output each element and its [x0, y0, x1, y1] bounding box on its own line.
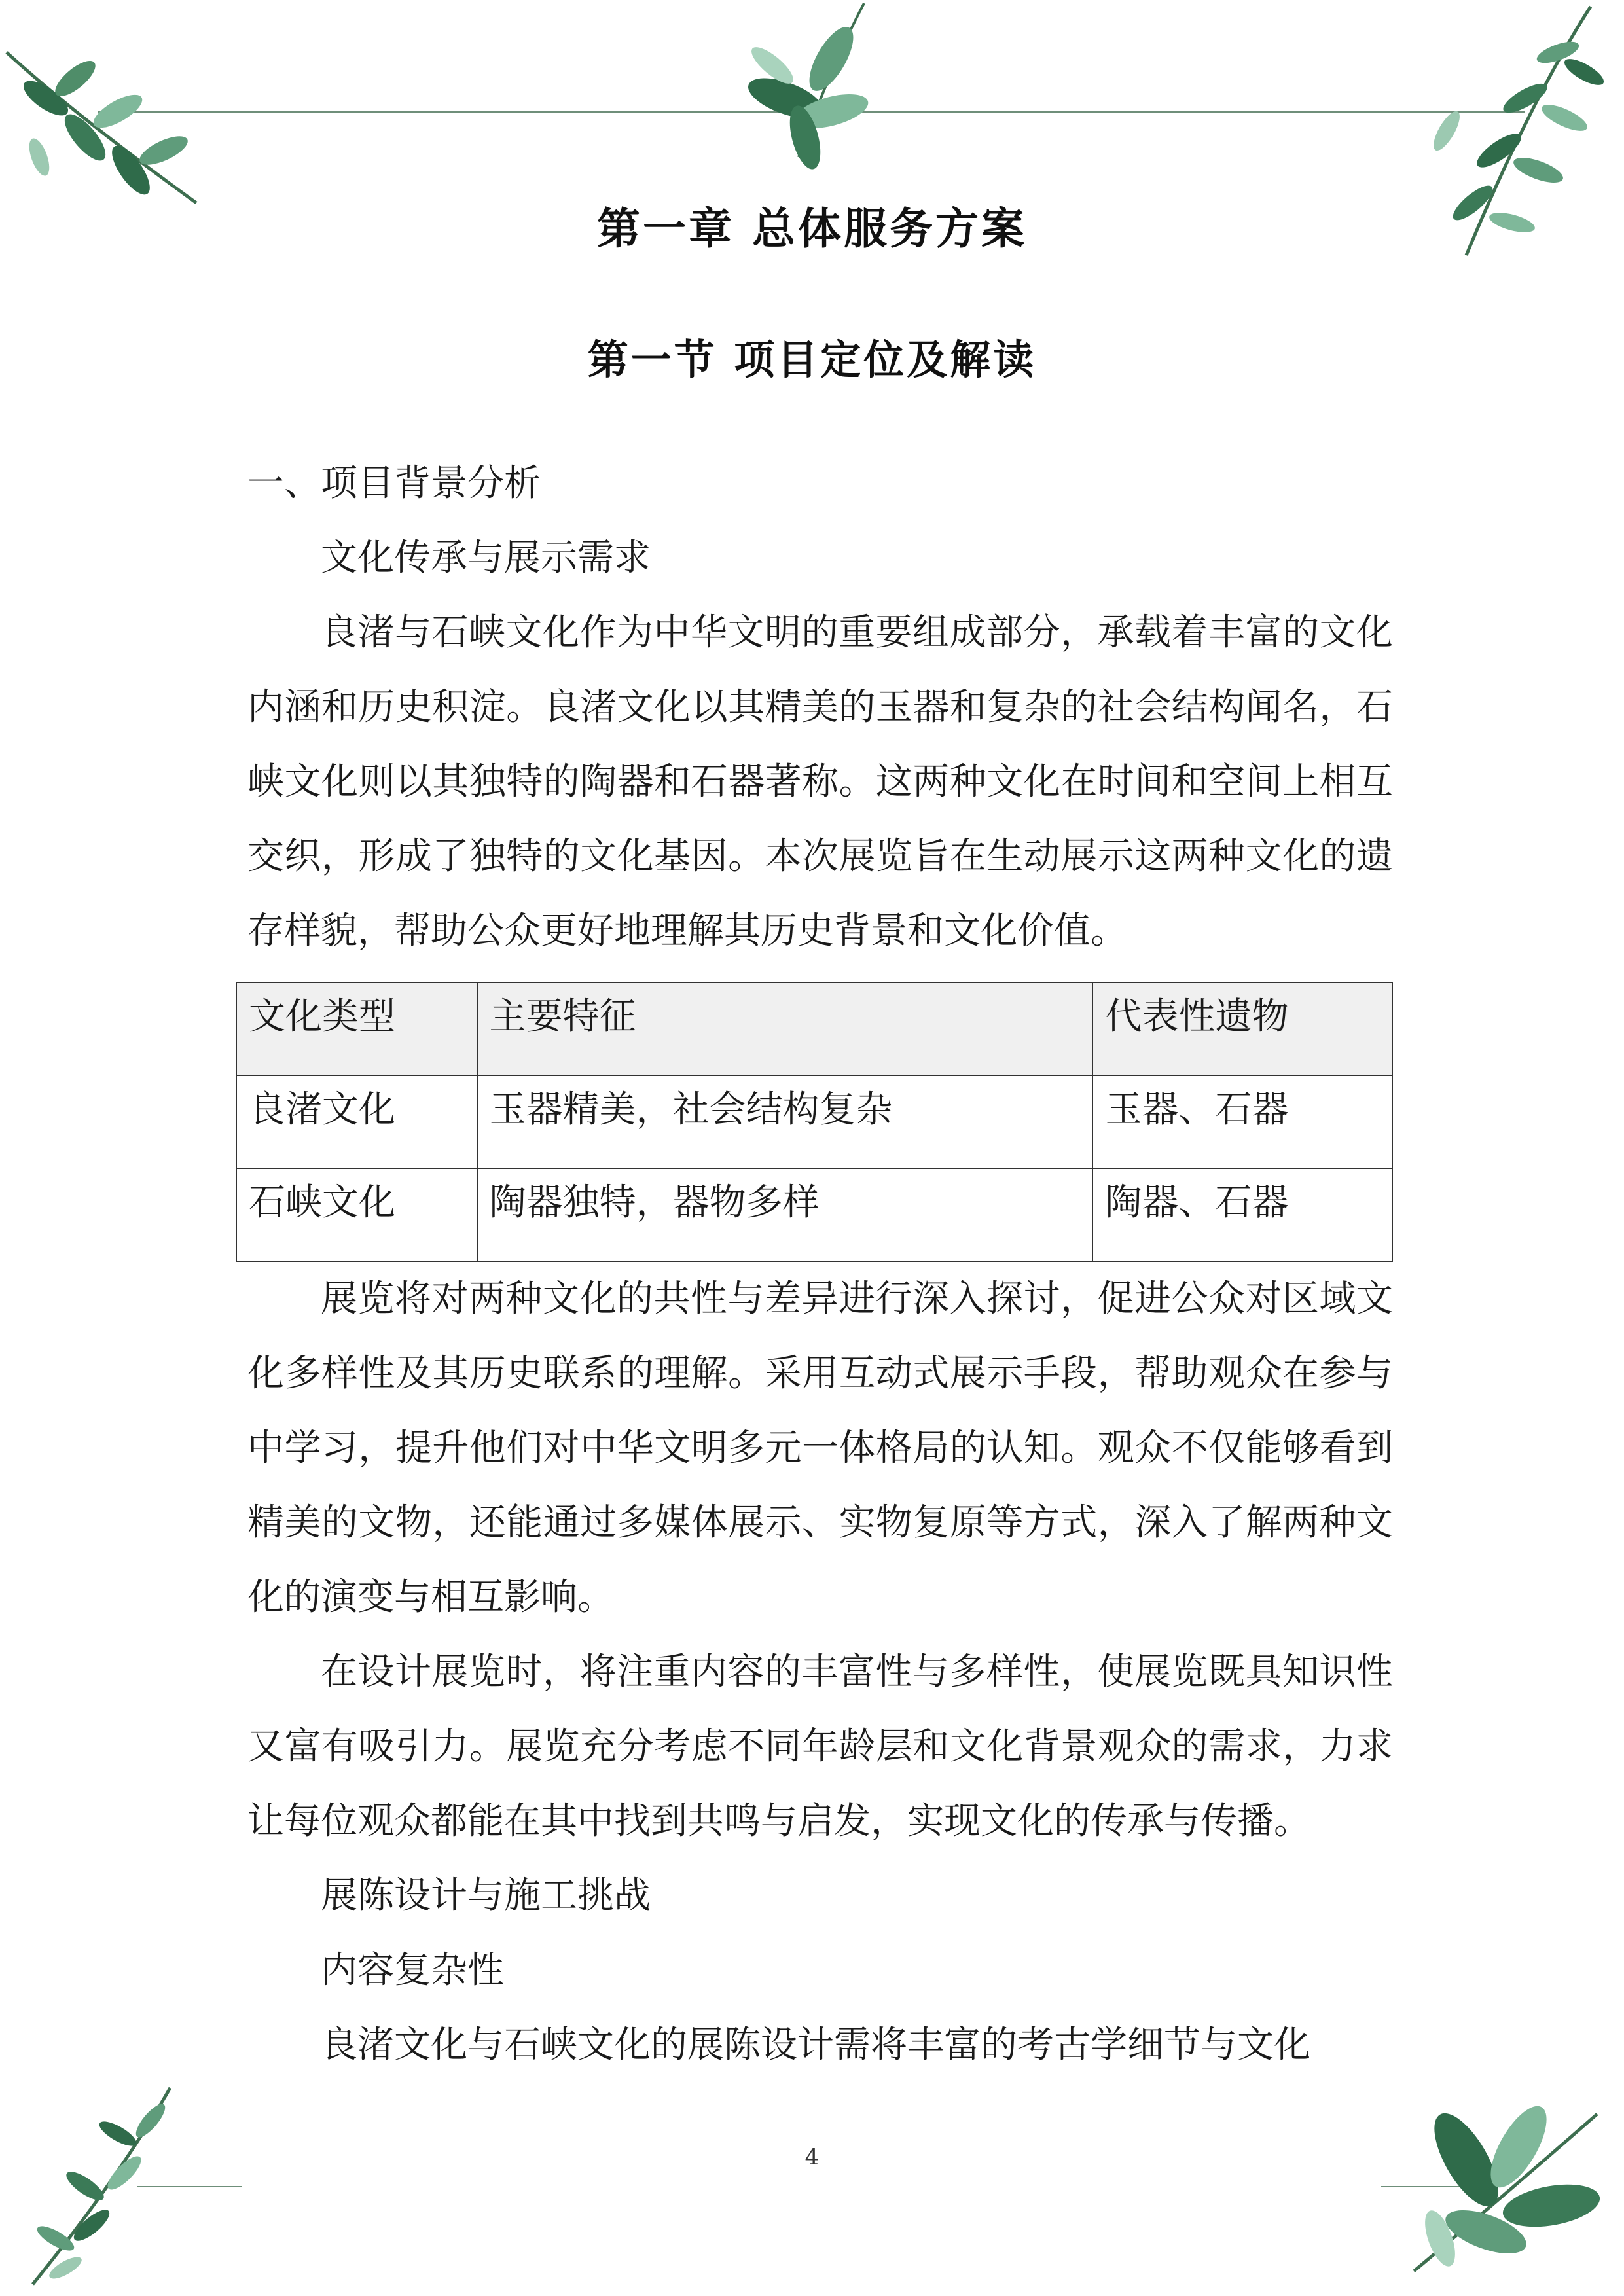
paragraph-complexity: 良渚文化与石峡文化的展陈设计需将丰富的考古学细节与文化	[321, 2024, 1310, 2066]
table-header-cell: 主要特征	[477, 982, 1093, 1075]
table-header-cell: 代表性遗物	[1092, 982, 1392, 1075]
body-block-1	[247, 446, 1393, 969]
page-number: 4	[804, 2144, 820, 2170]
leaf-cluster-icon	[1388, 2075, 1610, 2284]
table-cell: 玉器、石器	[1092, 1075, 1392, 1168]
paragraph-intro: 良渚与石峡文化作为中华文明的重要组成部分，承载着丰富的文化内涵和历史积淀。良渚文化以其精美的玉器和复杂的社会结构闻名，石峡文化则以其独特的陶器和石器著称。这两种文化在时间和空间上相互交织，形成了独特的文化基因。本次展览旨在生动展示这两种文化的遗存样貌，帮助公众更好地理解其历史背景和文化价值。	[247, 611, 1393, 952]
table-row	[236, 1075, 1392, 1168]
fern-icon	[20, 2081, 190, 2291]
subheading-content-complexity: 内容复杂性	[321, 1949, 504, 1992]
table-cell: 陶器、石器	[1092, 1168, 1392, 1261]
body-block-2	[247, 1262, 1393, 2083]
table-cell: 石峡文化	[236, 1168, 477, 1261]
paragraph-comparison: 展览将对两种文化的共性与差异进行深入探讨，促进公众对区域文化多样性及其历史联系的理解。采用互动式展示手段，帮助观众在参与中学习，提升他们对中华文明多元一体格局的认知。观众不仅能够看到精美的文物，还能通过多媒体展示、实物复原等方式，深入了解两种文化的演变与相互影响。	[247, 1278, 1393, 1619]
paragraph-design: 在设计展览时，将注重内容的丰富性与多样性，使展览既具知识性又富有吸引力。展览充分考虑不同年龄层和文化背景观众的需求，力求让每位观众都能在其中找到共鸣与启发，实现文化的传承与传播。	[247, 1651, 1393, 1842]
table-header-row	[236, 982, 1392, 1075]
subheading-culture-display: 文化传承与展示需求	[321, 537, 651, 579]
table-cell: 玉器精美，社会结构复杂	[477, 1075, 1093, 1168]
subheading-design-challenges: 展陈设计与施工挑战	[321, 1874, 651, 1917]
table-row	[236, 1168, 1392, 1261]
chapter-title: 第一章 总体服务方案	[597, 204, 1027, 254]
leaf-cluster-icon	[733, 0, 877, 170]
table-cell: 陶器独特，器物多样	[477, 1168, 1093, 1261]
table-header-cell: 文化类型	[236, 982, 477, 1075]
section-title: 第一节 项目定位及解读	[587, 336, 1037, 384]
heading-background-analysis: 一、项目背景分析	[247, 462, 541, 505]
table-cell: 良渚文化	[236, 1075, 477, 1168]
culture-comparison-table	[236, 982, 1393, 1262]
